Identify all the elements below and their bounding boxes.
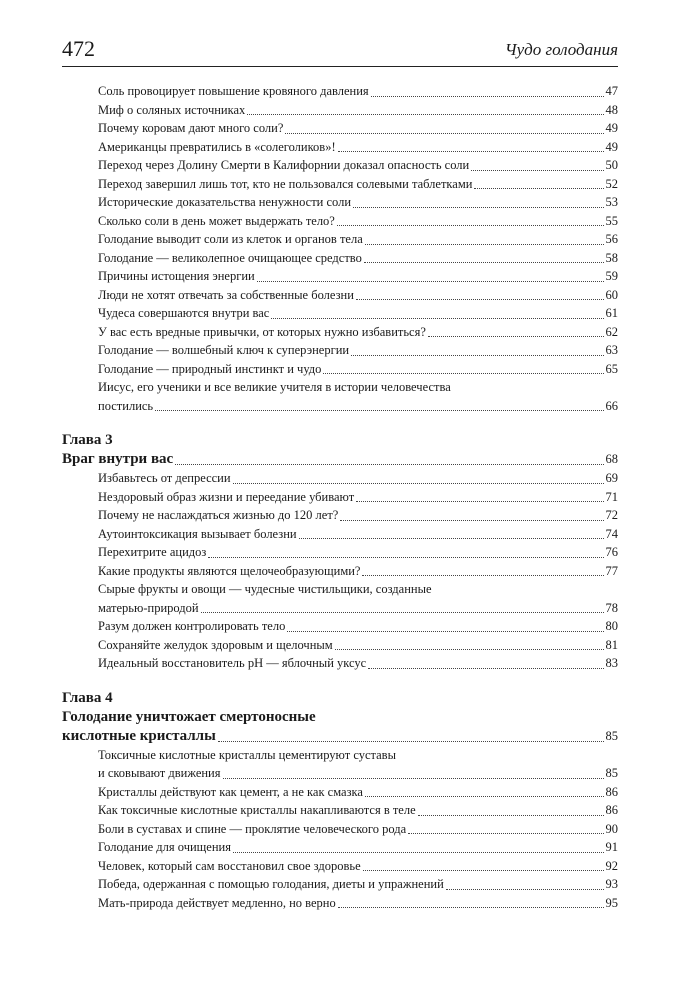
chapter-page: 68 (605, 452, 618, 466)
toc-entry[interactable] (62, 562, 618, 581)
toc-entry-title: Голодание — природный инстинкт и чудо (98, 361, 322, 376)
toc-entry[interactable] (62, 193, 618, 212)
leader-dots (223, 778, 604, 779)
toc-entry-page: 95 (605, 895, 618, 910)
chapter-title-text: Враг внутри вас (62, 451, 174, 467)
leader-dots (218, 741, 604, 742)
toc-entry-page: 81 (605, 637, 618, 652)
toc-entry[interactable] (62, 212, 618, 231)
toc-entry-title: Человек, который сам восстановил свое здоровье (98, 858, 361, 873)
leader-dots (351, 355, 603, 356)
toc-entry-title: Голодание для очищения (98, 840, 231, 854)
toc-entry[interactable] (62, 230, 618, 249)
leader-dots (371, 96, 604, 97)
leader-dots (338, 907, 604, 908)
toc-entry-page: 71 (605, 489, 618, 504)
toc-entry[interactable] (62, 617, 618, 636)
toc-entry-page: 72 (605, 508, 618, 522)
toc-entry[interactable] (62, 857, 618, 876)
toc-entry-title: Перехитрите ацидоз (98, 545, 207, 559)
leader-dots (363, 870, 604, 871)
leader-dots (208, 557, 603, 558)
toc-entry-page: 91 (605, 840, 618, 854)
toc-entry-title: Почему не наслаждаться жизнью до 120 лет? (98, 508, 339, 522)
toc-entry[interactable] (62, 101, 618, 120)
toc-entry[interactable] (62, 156, 618, 175)
leader-dots (287, 631, 603, 632)
toc-entry[interactable] (62, 488, 618, 507)
toc-entry-title: У вас есть вредные привычки, от которых нужно избавиться? (98, 324, 426, 339)
toc-entry-page: 60 (605, 287, 618, 302)
toc-entry-page: 85 (605, 766, 618, 780)
leader-dots (337, 225, 604, 226)
toc-entry[interactable] (62, 323, 618, 342)
toc-entry-title: Нездоровый образ жизни и переедание убивают (98, 489, 355, 504)
toc-entry-title: Переход через Долину Смерти в Калифорнии доказал опасность соли (98, 158, 470, 172)
toc-entry-page: 83 (605, 656, 618, 670)
toc-entry-page: 86 (605, 803, 618, 817)
toc-entry[interactable] (62, 746, 618, 783)
leader-dots (428, 336, 604, 337)
toc-entry-title: Соль провоцирует повышение кровяного давления (98, 84, 369, 98)
toc-entry-title: Американцы превратились в «солеголиков»! (98, 139, 336, 154)
toc-entry-title: Мать-природа действует медленно, но верно (98, 895, 336, 910)
toc-entry[interactable] (62, 580, 618, 617)
toc-entry[interactable] (62, 636, 618, 655)
toc-entry-page: 92 (605, 858, 618, 873)
toc-entry-title-line2: матерью-природой (98, 600, 199, 615)
leader-dots (285, 133, 603, 134)
toc-entry[interactable] (62, 119, 618, 138)
toc-entry[interactable] (62, 341, 618, 360)
toc-entry[interactable] (62, 360, 618, 379)
leader-dots (299, 538, 604, 539)
toc-entry-page: 93 (605, 877, 618, 891)
chapter-title[interactable] (62, 708, 618, 746)
toc-entry-page: 53 (605, 195, 618, 209)
leader-dots (364, 262, 604, 263)
toc-entry[interactable] (62, 469, 618, 488)
leader-dots (233, 852, 604, 853)
toc-entry-title: Кристаллы действуют как цемент, а не как смазка (98, 784, 363, 799)
chapter-page: 85 (605, 728, 618, 743)
chapter-label: Глава 4 (62, 689, 113, 706)
toc-entry-title: Аутоинтоксикация вызывает болезни (98, 526, 297, 541)
leader-dots (368, 668, 603, 669)
page-number: 472 (62, 36, 95, 61)
toc-entry[interactable] (62, 543, 618, 562)
toc-entry[interactable] (62, 894, 618, 913)
toc-entry-page: 50 (605, 158, 618, 172)
toc-entry-title: Голодание — волшебный ключ к суперэнергии (98, 343, 350, 357)
toc-entry-title: Причины истощения энергии (98, 269, 255, 283)
toc-entry-title: Голодание выводит соли из клеток и органов тела (98, 232, 363, 246)
toc-entry-page: 86 (605, 784, 618, 799)
toc-entry[interactable] (62, 525, 618, 544)
toc-entry-page: 47 (605, 84, 618, 98)
toc-entry-title: Какие продукты являются щелочеобразующими? (98, 563, 361, 578)
leader-dots (362, 575, 603, 576)
toc-entry-page: 65 (605, 361, 618, 376)
toc-entry-title: Разум должен контролировать тело (98, 619, 286, 633)
leader-dots (175, 464, 603, 465)
chapter-title-line1: Голодание уничтожает смертоносные (62, 708, 316, 725)
toc-entry-page: 59 (605, 269, 618, 283)
chapter-label: Глава 3 (62, 432, 113, 448)
leader-dots (271, 318, 603, 319)
toc-entry-title: Сколько соли в день может выдержать тело? (98, 213, 335, 228)
leader-dots (338, 151, 604, 152)
leader-dots (155, 410, 603, 411)
toc-entry-title-line2: и сковывают движения (98, 766, 221, 780)
leader-dots (474, 188, 603, 189)
leader-dots (340, 520, 603, 521)
toc-entry-page: 55 (605, 213, 618, 228)
toc-entry-title: Исторические доказательства ненужности соли (98, 195, 352, 209)
leader-dots (233, 483, 604, 484)
page-header (62, 36, 618, 67)
toc-entry[interactable] (62, 838, 618, 857)
toc-entry-title: Чудеса совершаются внутри вас (98, 306, 270, 320)
leader-dots (247, 114, 603, 115)
toc-entry[interactable] (62, 82, 618, 101)
toc-entry-title: Идеальный восстановитель pH — яблочный уксус (98, 656, 367, 670)
toc-entry-page: 61 (605, 306, 618, 320)
toc-entry-page: 62 (605, 324, 618, 339)
toc-entry-page: 58 (605, 250, 618, 265)
toc-entry-title: Миф о соляных источниках (98, 102, 246, 117)
toc-entry-page: 63 (605, 343, 618, 357)
toc-entry[interactable] (62, 286, 618, 305)
toc-entry-page: 49 (605, 139, 618, 154)
toc-entry[interactable] (62, 783, 618, 802)
toc-entry-page: 69 (605, 471, 618, 485)
toc-entry-title: Голодание — великолепное очищающее средство (98, 250, 362, 265)
toc-entry-title-line2: постились (98, 398, 154, 413)
toc-entry-title: Боли в суставах и спине — проклятие человеческого рода (98, 821, 407, 836)
leader-dots (408, 833, 603, 834)
leader-dots (471, 170, 603, 171)
toc-entry-title-line1: Иисус, его ученики и все великие учителя в истории человечества (98, 380, 451, 394)
chapter-title[interactable] (62, 450, 618, 469)
toc-entry-title: Как токсичные кислотные кристаллы накапливаются в теле (98, 803, 416, 817)
leader-dots (257, 281, 604, 282)
toc-entry-page: 80 (605, 619, 618, 633)
leader-dots (335, 649, 604, 650)
toc-entry[interactable] (62, 175, 618, 194)
toc-entry-title: Победа, одержанная с помощью голодания, диеты и упражнений (98, 877, 444, 891)
leader-dots (365, 796, 604, 797)
toc-entry[interactable] (62, 820, 618, 839)
toc-entry-title: Избавьтесь от депрессии (98, 471, 231, 485)
toc-entry-page: 56 (605, 232, 618, 246)
running-title: Чудо голодания (504, 40, 618, 59)
toc-entry[interactable] (62, 801, 618, 820)
toc-entry-page: 49 (605, 121, 618, 135)
chapter-title-line2: кислотные кристаллы (62, 727, 216, 744)
leader-dots (446, 889, 604, 890)
toc-entry[interactable] (62, 506, 618, 525)
toc-entry[interactable] (62, 304, 618, 323)
toc-entry-title-line1: Токсичные кислотные кристаллы цементируют суставы (98, 747, 396, 762)
toc-entry[interactable] (62, 654, 618, 673)
toc-entry-title-line1: Сырые фрукты и овощи — чудесные чистильщики, созданные (98, 582, 432, 596)
toc-entry[interactable] (62, 249, 618, 268)
toc-entry[interactable] (62, 875, 618, 894)
toc-entry-page: 48 (605, 102, 618, 117)
toc-entry-page: 74 (605, 526, 618, 541)
leader-dots (353, 207, 603, 208)
toc-entry-page: 66 (605, 398, 618, 413)
toc-entry-page: 52 (605, 176, 618, 191)
leader-dots (356, 501, 603, 502)
toc-entry-title: Почему коровам дают много соли? (98, 121, 284, 135)
leader-dots (356, 299, 604, 300)
leader-dots (418, 815, 604, 816)
toc-entry-page: 77 (605, 563, 618, 578)
toc-entry[interactable] (62, 378, 618, 415)
table-of-contents (62, 82, 618, 912)
toc-entry[interactable] (62, 138, 618, 157)
leader-dots (365, 244, 604, 245)
toc-entry-title: Сохраняйте желудок здоровым и щелочным (98, 637, 333, 652)
toc-entry[interactable] (62, 267, 618, 286)
toc-entry-title: Переход завершил лишь тот, кто не пользовался солевыми таблетками (98, 176, 473, 191)
leader-dots (201, 612, 604, 613)
toc-entry-page: 90 (605, 821, 618, 836)
toc-entry-page: 78 (605, 600, 618, 615)
toc-entry-page: 76 (605, 545, 618, 559)
leader-dots (323, 373, 603, 374)
toc-entry-title: Люди не хотят отвечать за собственные болезни (98, 287, 354, 302)
